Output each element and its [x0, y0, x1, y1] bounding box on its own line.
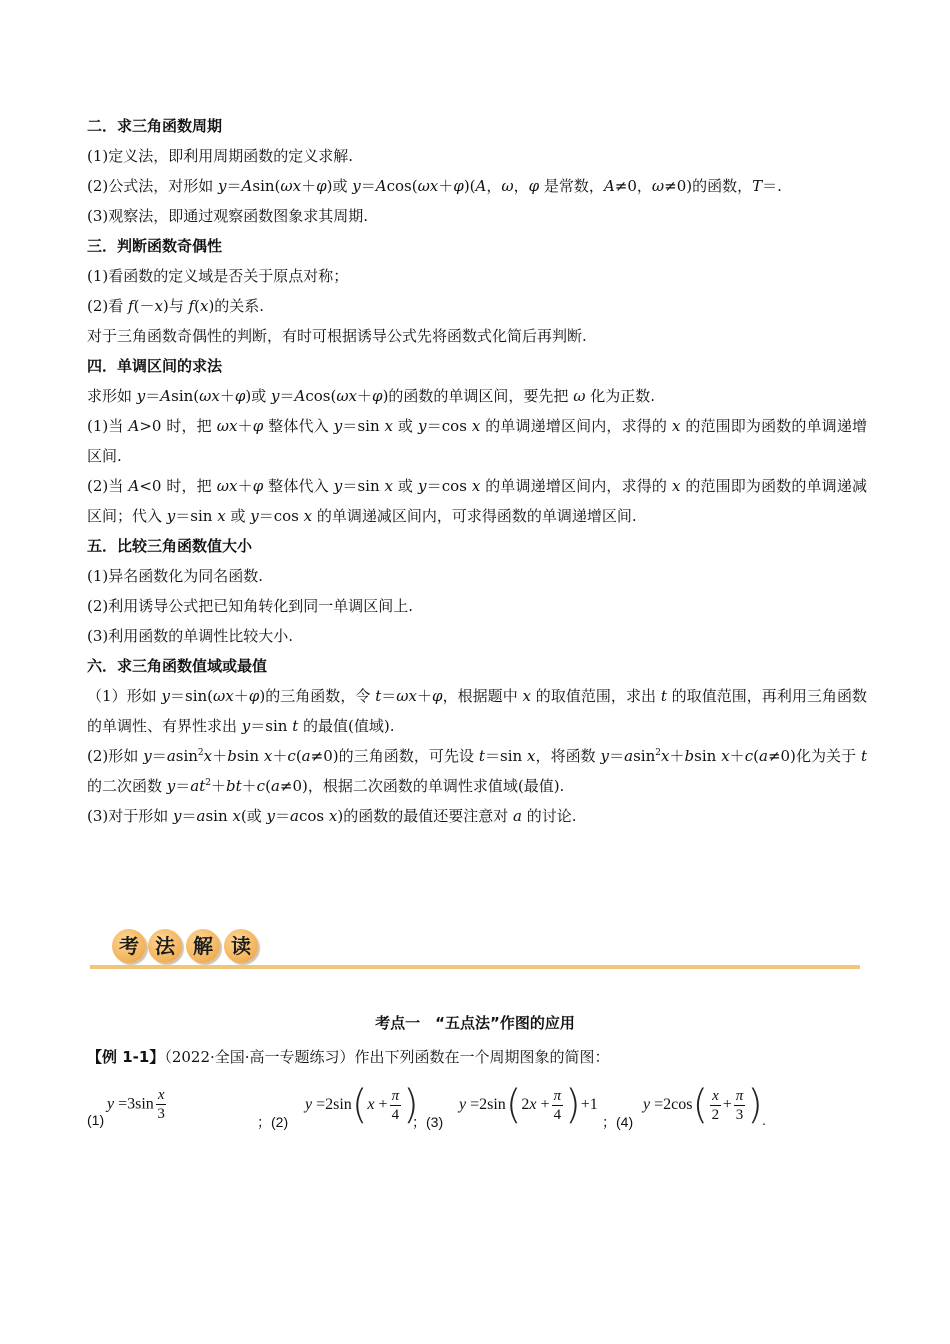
parity-step-2: (2)看 f(－x)与 f(x)的关系.	[87, 297, 265, 315]
section-heading-period: 二．求三角函数周期	[87, 117, 223, 135]
item-label-1: (1)	[87, 1112, 105, 1128]
section-heading-compare: 五．比较三角函数值大小	[87, 537, 253, 555]
period-method-2: (2)公式法，对形如 y＝Asin(ωx＋φ)或 y＝Acos(ωx＋φ)(A，ω，φ 是常数，A≠0，ω≠0)的函数，T＝.	[87, 177, 782, 195]
kaofa-jiedu-banner	[90, 925, 860, 971]
example-text: （2022·全国·高一专题练习）作出下列函数在一个周期图象的简图：	[164, 1048, 610, 1066]
compare-step-2: (2)利用诱导公式把已知角转化到同一单调区间上.	[87, 597, 414, 615]
notes-body	[87, 111, 867, 831]
section-heading-monotonic: 四．单调区间的求法	[87, 357, 223, 375]
item-label-2: ；(2)	[257, 1114, 289, 1130]
example-prompt	[87, 1046, 610, 1067]
compare-step-3: (3)利用函数的单调性比较大小.	[87, 627, 294, 645]
range-case-1: （1）形如 y＝sin(ωx＋φ)的三角函数，令 t＝ωx＋φ，根据题中 x 的取值范围，求出 t 的取值范围，再利用三角函数的单调性、有界性求出 y＝sin t 的最值(值域).	[87, 687, 867, 735]
example-tag: 【例 1-1】	[87, 1048, 165, 1066]
range-case-3: (3)对于形如 y＝asin x(或 y＝acos x)的函数的最值还要注意对 a 的讨论.	[87, 807, 577, 825]
item-end: .	[762, 1112, 766, 1128]
formula-1: y =3sin $\frac{x}{3}$	[107, 1087, 165, 1122]
monotonic-case-1: (1)当 A>0 时，把 ωx＋φ 整体代入 y＝sin x 或 y＝cos x 的单调递增区间内，求得的 x 的范围即为函数的单调递增区间.	[87, 417, 867, 465]
banner-char: 法	[148, 929, 182, 963]
banner-underline	[90, 965, 860, 969]
banner-char: 解	[186, 929, 220, 963]
parity-step-1: (1)看函数的定义域是否关于原点对称；	[87, 267, 349, 285]
range-case-2: (2)形如 y＝asin$^2$x＋bsin x＋c(a≠0)的三角函数，可先设 t＝sin x，将函数 y＝asin$^2$x＋bsin x＋c(a≠0)化为关于 t 的二次函数 $y=at^2+bt+c(a\ne 0)$，根据二次函数的单调性求值域(最值).	[87, 747, 867, 795]
example-formulas	[87, 1080, 887, 1136]
monotonic-intro: 求形如 y＝Asin(ωx＋φ)或 y＝Acos(ωx＋φ)的函数的单调区间，要先把 ω 化为正数.	[87, 387, 655, 405]
formula-4: y =2cos( $\frac{x}{2}$ + $\frac{\pi}{3}$ )	[643, 1082, 763, 1128]
topic-title: 考点一 “五点法”作图的应用	[375, 1014, 575, 1032]
banner-char: 考	[112, 929, 146, 963]
compare-step-1: (1)异名函数化为同名函数.	[87, 567, 264, 585]
section-heading-range: 六．求三角函数值域或最值	[87, 657, 268, 675]
banner-char: 读	[224, 929, 258, 963]
period-method-3: (3)观察法，即通过观察函数图象求其周期.	[87, 207, 369, 225]
period-method-1: (1)定义法，即利用周期函数的定义求解.	[87, 147, 354, 165]
item-label-4: ；(4)	[602, 1114, 634, 1130]
formula-2: y =2sin(x + $\frac{\pi}{4}$ )	[305, 1082, 419, 1128]
parity-note: 对于三角函数奇偶性的判断，有时可根据诱导公式先将函数式化简后再判断.	[87, 327, 587, 345]
item-label-3: ；(3)	[412, 1114, 444, 1130]
monotonic-case-2: (2)当 A<0 时，把 ωx＋φ 整体代入 y＝sin x 或 y＝cos x 的单调递增区间内，求得的 x 的范围即为函数的单调递减区间；代入 y＝sin x 或 y＝cos x 的单调递减区间内，可求得函数的单调递增区间.	[87, 477, 867, 525]
section-heading-parity: 三．判断函数奇偶性	[87, 237, 223, 255]
formula-3: y =2sin(2x + $\frac{\pi}{4}$ )+1	[459, 1082, 598, 1128]
